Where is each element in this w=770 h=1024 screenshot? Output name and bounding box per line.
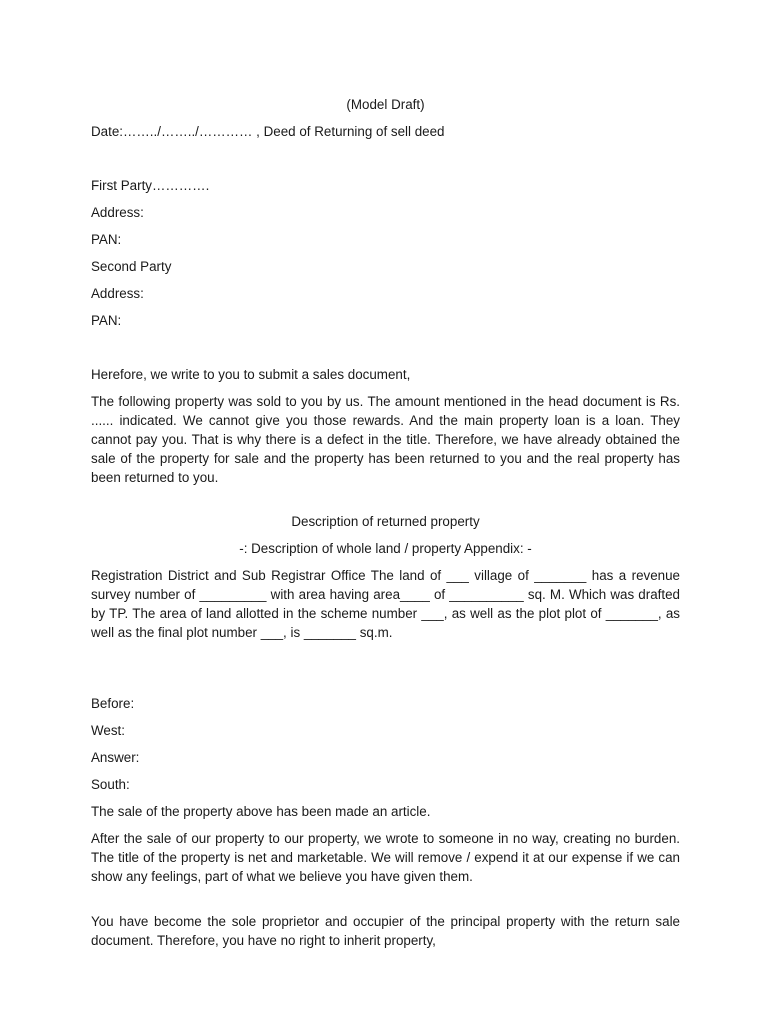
paragraph-sole-proprietor: You have become the sole proprietor and occupier of the principal property with the return sale document. Therefore, you have no right to inherit property, [91, 914, 680, 948]
sale-article-line: The sale of the property above has been made an article. [91, 804, 431, 819]
paragraph-no-burden: After the sale of our property to our property, we wrote to someone in no way, creating no burden. The title of the property is net and marketable. We will remove / expend it at our expense if we can show any feelings, part of what we believe you have given them. [91, 831, 680, 884]
boundary-west: West: [91, 723, 125, 738]
date-line: Date:……../……../………… , Deed of Returning of sell deed [91, 124, 445, 139]
document-title: (Model Draft) [346, 97, 425, 112]
first-address-label: Address: [91, 205, 144, 220]
boundary-south: South: [91, 777, 130, 792]
first-pan-label: PAN: [91, 232, 122, 247]
second-pan-label: PAN: [91, 313, 122, 328]
second-party-label: Second Party [91, 259, 172, 274]
boundary-before: Before: [91, 696, 135, 711]
boundary-answer: Answer: [91, 750, 140, 765]
heading-returned-property: Description of returned property [291, 514, 480, 529]
heading-appendix: -: Description of whole land / property Appendix: - [239, 541, 532, 556]
paragraph-sale-defect: The following property was sold to you by us. The amount mentioned in the head document is Rs. ...... indicated. We cannot give you those rewards. And the main property loan is a loan. They cannot pay you. That is why there is a defect in the title. Therefore, we have already obtained the sale of the property for sale and the property has been returned to you and the real property has been returned to you. [91, 394, 680, 485]
paragraph-land-description: Registration District and Sub Registrar Office The land of ___ village of _______ has a revenue survey number of _________ with area having area____ of __________ sq. M. Which was drafted by TP. The area of land allotted in the scheme number ___, as well as the plot plot of _______, as well as the final plot number ___, is _______ sq.m. [91, 568, 680, 640]
first-party-label: First Party…………. [91, 178, 210, 193]
second-address-label: Address: [91, 286, 144, 301]
intro-line: Herefore, we write to you to submit a sales document, [91, 367, 411, 382]
